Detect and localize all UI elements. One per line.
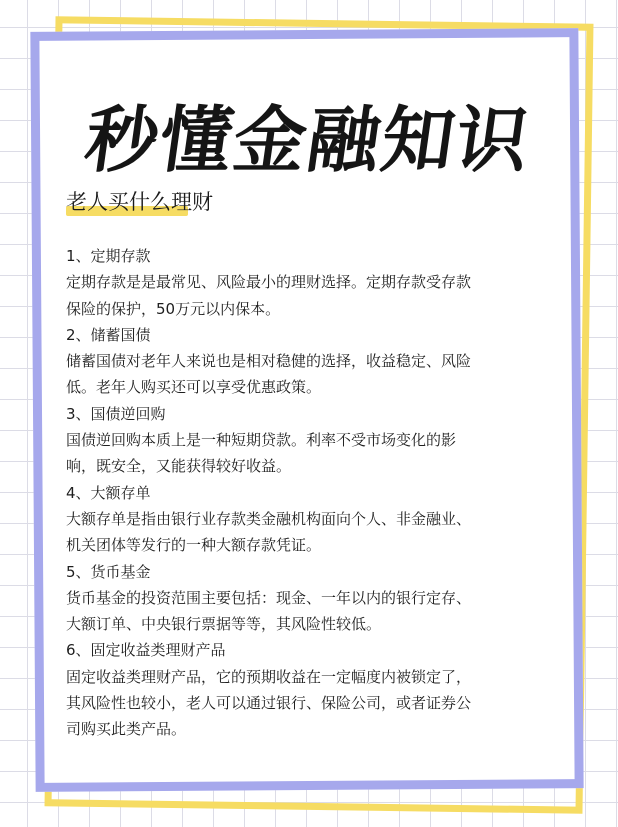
subtitle: 老人买什么理财 (66, 190, 213, 214)
section-line: 机关团体等发行的一种大额存款凭证。 (66, 536, 322, 555)
section-heading: 2、储蓄国债 (66, 325, 151, 344)
article-body (66, 243, 550, 743)
section-line: 定期存款是是最常见、风险最小的理财选择。定期存款受存款 (66, 273, 472, 292)
section-line: 固定收益类理财产品，它的预期收益在一定幅度内被锁定了， (66, 667, 472, 686)
section-heading: 4、大额存单 (66, 483, 151, 502)
section-heading: 5、货币基金 (66, 562, 151, 581)
section-heading: 3、国债逆回购 (66, 404, 166, 423)
section-line: 储蓄国债对老年人来说也是相对稳健的选择，收益稳定、风险 (66, 352, 472, 371)
section-heading: 1、定期存款 (66, 247, 151, 265)
section-line: 国债逆回购本质上是一种短期贷款。利率不受市场变化的影 (66, 431, 457, 450)
section-heading: 6、固定收益类理财产品 (66, 641, 226, 660)
section-line: 货币基金的投资范围主要包括：现金、一年以内的银行定存、 (66, 588, 472, 607)
section-line: 大额订单、中央银行票据等等，其风险性较低。 (66, 615, 382, 634)
section-line: 其风险性也较小，老人可以通过银行、保险公司，或者证券公 (66, 694, 472, 713)
section-line: 司购买此类产品。 (66, 720, 187, 739)
page-title: 秒懂金融知识 (80, 98, 537, 182)
section-line: 低。老年人购买还可以享受优惠政策。 (66, 378, 322, 397)
section-line: 保险的保护，50万元以内保本。 (66, 299, 281, 318)
section-line: 大额存单是指由银行业存款类金融机构面向个人、非金融业、 (66, 509, 472, 528)
section-line: 响，既安全，又能获得较好收益。 (66, 457, 292, 476)
subtitle-block (66, 186, 213, 216)
